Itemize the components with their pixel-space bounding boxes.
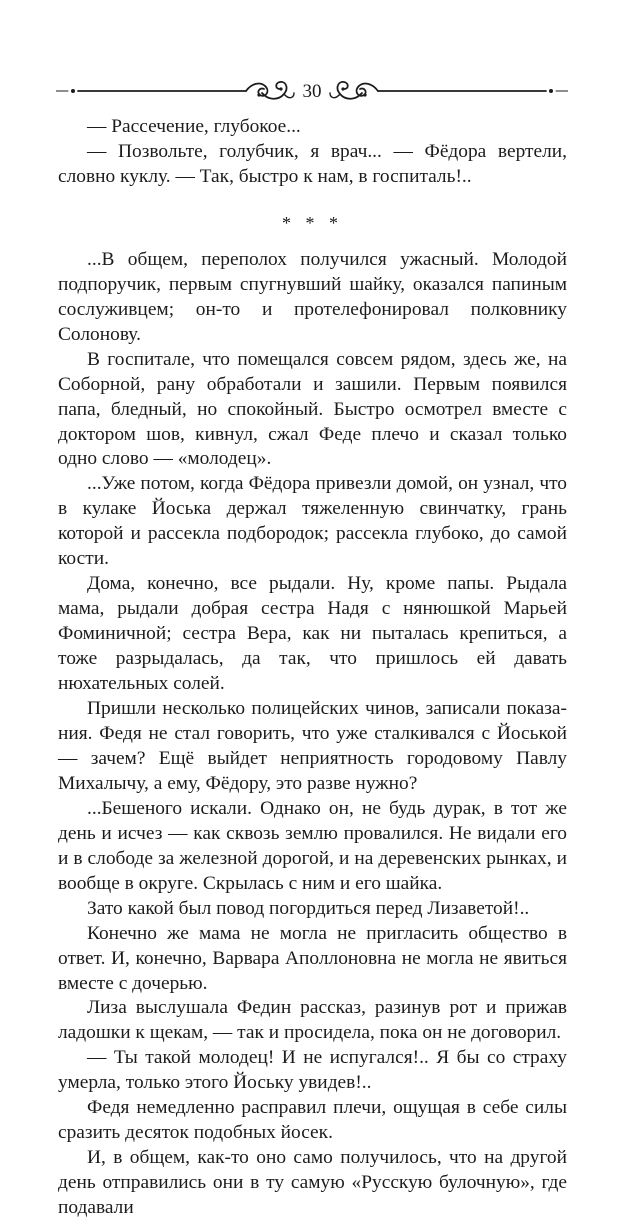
page-number: 30 xyxy=(302,81,322,102)
paragraph: ...Бешеного искали. Однако он, не будь дурак, в тот же день и исчез — как сквозь землю провалился. Не видали его и в слободе за железной дорогой, и на деревенских рынках, и вообще в округе. Скрылась с ним и его шайка. xyxy=(58,797,567,894)
paragraph: Конечно же мама не могла не пригласить общество в ответ. И, конечно, Варвара Аполлоновна не могла не явиться вместе с дочерью. xyxy=(58,922,567,994)
paragraph: — Позвольте, голубчик, я врач... — Фёдора вертели, словно куклу. — Так, быстро к нам, в госпиталь!.. xyxy=(58,140,567,187)
paragraph: Федя немедленно расправил плечи, ощущая в себе силы сразить десяток подобных йосек. xyxy=(58,1097,567,1144)
paragraph: ...В общем, переполох получился ужасный. Молодой подпоручик, первым спугнувший шайку, оказался папиным сослуживцем; он-то и протелефонировал полковнику Солонову. xyxy=(58,248,567,345)
paragraph: В госпитале, что помещался совсем рядом, здесь же, на Соборной, рану обработали и зашили. Первым появился папа, бледный, но спокойный. Быстро осмотрел вместе с доктором шов, кивнул, сжал Феде плечо и сказал только одно слово — «молодец». xyxy=(58,348,567,470)
paragraph: Лиза выслушала Федин рассказ, разинув рот и прижав ладошки к щекам, — так и просидела, пока он не договорил. xyxy=(58,997,567,1044)
paragraph: — Рассечение, глубокое... xyxy=(87,116,301,137)
section-break: * * * xyxy=(282,212,343,233)
page-header xyxy=(56,74,568,108)
paragraph: — Ты такой молодец! И не испугался!.. Я бы со страху умерла, только этого Йоську увидев!.. xyxy=(58,1047,567,1094)
paragraph: И, в общем, как-то оно само получилось, что на другой день отправились они в ту самую «Русскую булочную», где подавали xyxy=(58,1147,567,1219)
paragraph: Зато какой был повод погордиться перед Лизаветой!.. xyxy=(87,897,530,919)
paragraph: ...Уже потом, когда Фёдора привезли домой, он узнал, что в кулаке Йоська держал тяжеленную свинчатку, грань которой и рассекла подбородок; рассекла глубоко, до самой кости. xyxy=(58,473,567,570)
paragraph: Пришли несколько полицейских чинов, записали показания. Федя не стал говорить, что уже сталкивался с Йоськой — зачем? Ещё выйдет неприятность городовому Павлу Михалычу, а ему, Фёдору, это разве нужно? xyxy=(58,698,567,794)
paragraph: Дома, конечно, все рыдали. Ну, кроме папы. Рыдала мама, рыдали добрая сестра Надя с нянюшкой Марьей Фоминичной; сестра Вера, как ни пыталась крепиться, а тоже разрыдалась, да так, что пришлось ей давать нюхательных солей. xyxy=(58,573,567,695)
body-text xyxy=(58,115,567,1221)
